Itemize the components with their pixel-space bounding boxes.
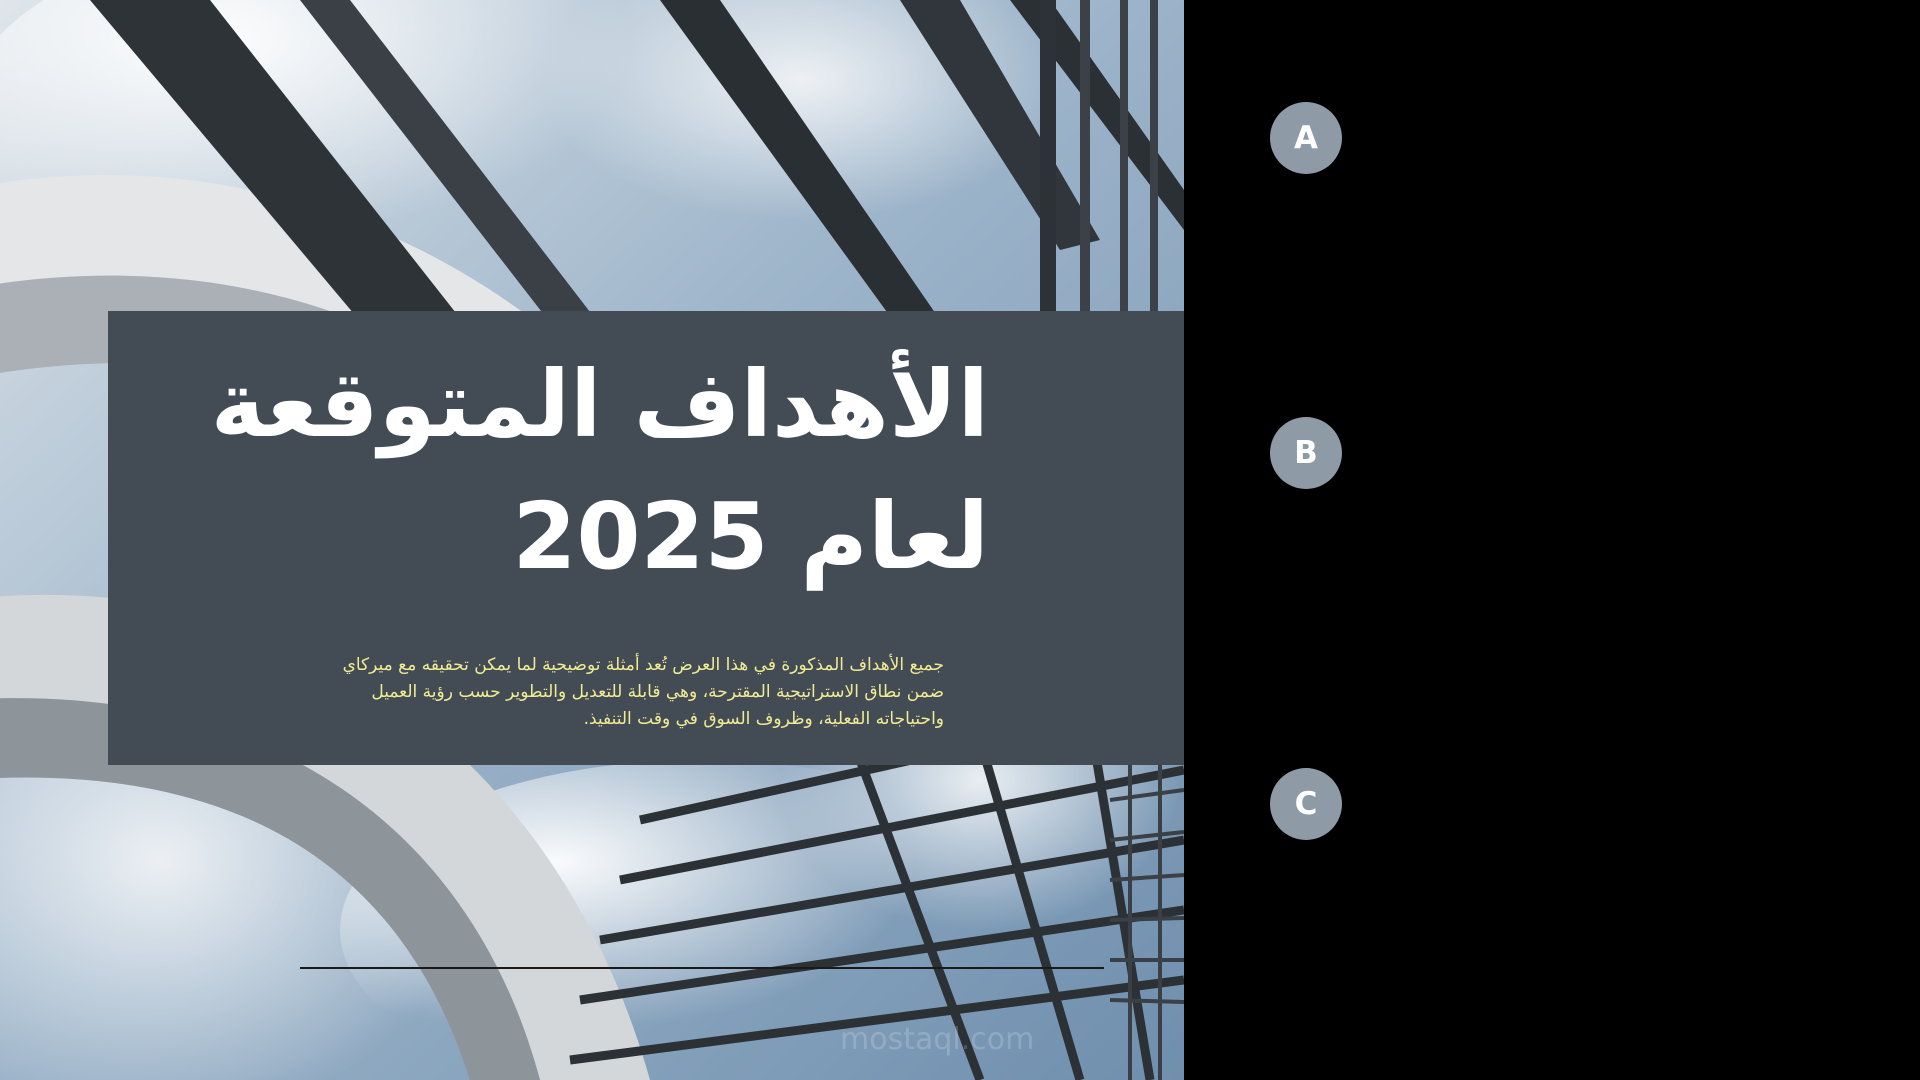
watermark: mostaql.com: [840, 1022, 1035, 1057]
badge-a: A: [1270, 102, 1342, 174]
page-title-line-1: الأهداف المتوقعة: [210, 351, 989, 458]
divider-line: [300, 967, 1104, 969]
page-title-line-2: لعام 2025: [512, 483, 989, 590]
disclaimer-text: جميع الأهداف المذكورة في هذا العرض تُعد أمثلة توضيحية لما يمكن تحقيقه مع ميركاي ضمن نطاق الاستراتيجية المقترحة، وهي قابلة للتعديل والتطوير حسب رؤية العميل واحتياجاته الفعلية، وظروف السوق في وقت التنفيذ.: [342, 655, 944, 729]
badge-c: C: [1270, 768, 1342, 840]
title-panel: [108, 311, 1184, 765]
badge-b: B: [1270, 417, 1342, 489]
